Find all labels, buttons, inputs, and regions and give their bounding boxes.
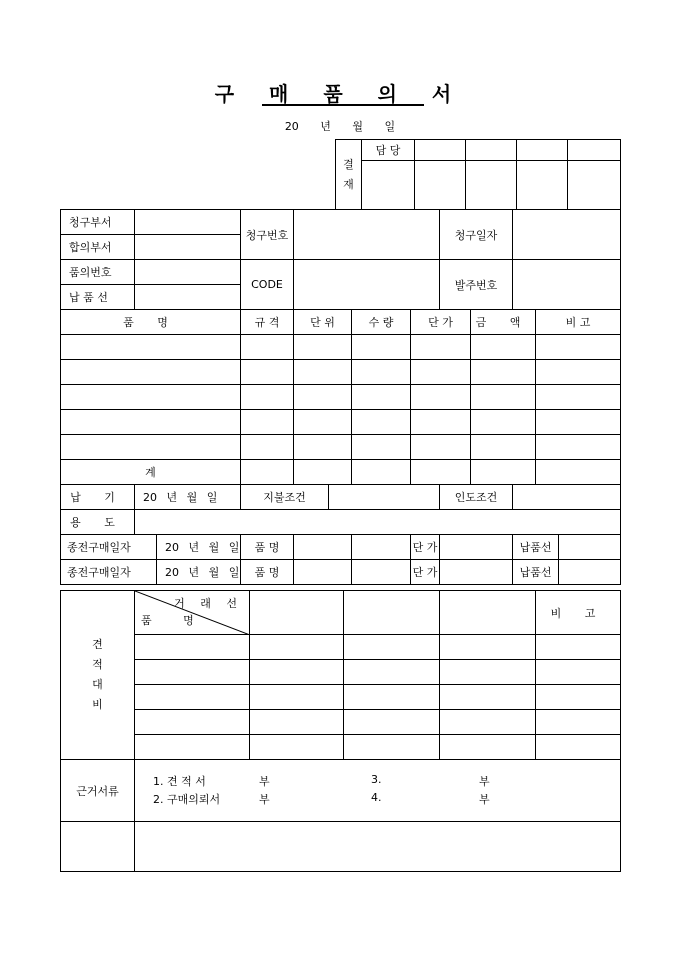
label-vendor: 거 래 선 — [174, 597, 243, 610]
quote-cell[interactable] — [135, 710, 250, 735]
item-cell[interactable] — [411, 410, 471, 435]
item-cell[interactable] — [411, 385, 471, 410]
item-cell[interactable] — [352, 410, 411, 435]
field-prev-date[interactable]: 20 년 월 일 — [157, 560, 241, 585]
item-cell[interactable] — [411, 360, 471, 385]
approval-sign-2[interactable] — [415, 161, 466, 210]
item-cell[interactable] — [61, 435, 241, 460]
item-cell[interactable] — [536, 385, 621, 410]
total-label: 계 — [61, 460, 241, 485]
doc-4-name: 4. — [371, 791, 382, 804]
field-prev-item-2[interactable] — [352, 560, 411, 585]
item-cell[interactable] — [241, 435, 294, 460]
field-prev-item[interactable] — [294, 535, 352, 560]
approval-label-top: 결 — [343, 157, 354, 171]
quote-cell[interactable] — [250, 635, 344, 660]
item-cell[interactable] — [294, 360, 352, 385]
doc-2-count: 부 — [259, 793, 270, 806]
quote-row — [61, 710, 621, 735]
doc-2-name: 2. 구매의뢰서 — [153, 793, 221, 806]
label-agree-dept: 합의부서 — [61, 235, 135, 260]
quote-cell[interactable] — [250, 735, 344, 760]
label-code: CODE — [241, 260, 294, 310]
doc-1-name: 1. 견 적 서 — [153, 775, 206, 788]
item-cell[interactable] — [352, 335, 411, 360]
total-cell[interactable] — [352, 460, 411, 485]
item-cell[interactable] — [471, 335, 536, 360]
field-request-date[interactable] — [513, 210, 621, 260]
field-prev-date[interactable]: 20 년 월 일 — [157, 535, 241, 560]
quote-cell[interactable] — [440, 710, 536, 735]
field-prev-price[interactable] — [440, 560, 513, 585]
col-remarks: 비 고 — [536, 310, 621, 335]
total-row — [61, 460, 621, 485]
col-item-name: 품 명 — [61, 310, 241, 335]
item-cell[interactable] — [294, 385, 352, 410]
item-cell[interactable] — [352, 385, 411, 410]
supporting-docs-list — [135, 760, 621, 822]
approval-table — [335, 139, 621, 210]
label-quote-compare: 견 적 대 비 — [61, 591, 135, 760]
item-cell[interactable] — [536, 335, 621, 360]
quote-cell[interactable] — [344, 685, 440, 710]
label-supplier: 납 품 선 — [61, 285, 135, 310]
quote-cell[interactable] — [135, 685, 250, 710]
bottom-label-cell — [61, 822, 135, 872]
label-prev-item: 품 명 — [241, 535, 294, 560]
quote-cell[interactable] — [135, 660, 250, 685]
label-request-dept: 청구부서 — [61, 210, 135, 235]
quote-row — [61, 685, 621, 710]
approval-label — [336, 140, 362, 210]
page-title: 구 매 품 의 서 — [214, 82, 466, 106]
label-transfer-terms: 인도조건 — [440, 485, 513, 510]
item-row — [61, 360, 621, 385]
label-supporting-docs: 근거서류 — [61, 760, 135, 822]
field-agree-dept[interactable] — [135, 235, 241, 260]
item-cell[interactable] — [471, 435, 536, 460]
item-row — [61, 435, 621, 460]
label-prev-supplier: 납품선 — [513, 560, 559, 585]
doc-1-count: 부 — [259, 775, 270, 788]
purchase-form-table — [60, 209, 621, 585]
col-quantity: 수 량 — [352, 310, 411, 335]
quote-cell[interactable] — [344, 635, 440, 660]
bottom-note-field[interactable] — [135, 822, 621, 872]
item-row — [61, 335, 621, 360]
approval-label-bottom: 재 — [343, 177, 354, 191]
previous-purchase-row — [61, 535, 621, 560]
label-request-no: 청구번호 — [241, 210, 294, 260]
field-prev-price[interactable] — [440, 535, 513, 560]
vendor-3[interactable] — [440, 591, 536, 635]
approval-sign-3[interactable] — [466, 161, 517, 210]
quote-cell[interactable] — [440, 635, 536, 660]
approval-sign-5[interactable] — [568, 161, 621, 210]
field-code[interactable] — [294, 260, 440, 310]
field-request-no[interactable] — [294, 210, 440, 260]
field-usage[interactable] — [135, 510, 621, 535]
document-date: 20 년 월 일 — [284, 120, 396, 133]
item-cell[interactable] — [241, 410, 294, 435]
item-cell[interactable] — [411, 435, 471, 460]
item-cell[interactable] — [241, 335, 294, 360]
label-order-no: 발주번호 — [440, 260, 513, 310]
item-cell[interactable] — [471, 410, 536, 435]
quote-cell[interactable] — [344, 710, 440, 735]
quote-comparison-table — [60, 590, 621, 872]
field-prev-supplier[interactable] — [559, 560, 621, 585]
label-delivery: 납 기 — [61, 485, 135, 510]
col-amount: 금 액 — [471, 310, 536, 335]
quote-cell[interactable] — [250, 710, 344, 735]
item-cell[interactable] — [241, 385, 294, 410]
col-spec: 규 격 — [241, 310, 294, 335]
item-cell[interactable] — [294, 410, 352, 435]
quote-cell[interactable] — [536, 685, 621, 710]
item-row — [61, 385, 621, 410]
label-prev-date: 종전구매일자 — [61, 560, 157, 585]
quote-cell[interactable] — [536, 660, 621, 685]
col-unit: 단 위 — [294, 310, 352, 335]
label-review-no: 품의번호 — [61, 260, 135, 285]
item-cell[interactable] — [536, 360, 621, 385]
quote-cell[interactable] — [440, 685, 536, 710]
quote-cell[interactable] — [250, 685, 344, 710]
item-cell[interactable] — [352, 435, 411, 460]
quote-cell[interactable] — [135, 635, 250, 660]
quote-cell[interactable] — [440, 660, 536, 685]
title-underline — [262, 104, 424, 106]
field-review-no[interactable] — [135, 260, 241, 285]
quote-cell[interactable] — [536, 710, 621, 735]
quote-row — [61, 735, 621, 760]
col-unit-price: 단 가 — [411, 310, 471, 335]
quote-cell[interactable] — [344, 660, 440, 685]
total-cell[interactable] — [411, 460, 471, 485]
quote-cell[interactable] — [135, 735, 250, 760]
field-prev-supplier[interactable] — [559, 535, 621, 560]
vendor-item-header — [135, 591, 250, 635]
label-prev-date: 종전구매일자 — [61, 535, 157, 560]
item-cell[interactable] — [536, 435, 621, 460]
item-cell[interactable] — [471, 385, 536, 410]
label-prev-supplier: 납품선 — [513, 535, 559, 560]
doc-4-count: 부 — [479, 793, 490, 806]
label-prev-price: 단 가 — [411, 560, 440, 585]
field-delivery-date[interactable]: 20 년 월 일 — [135, 485, 241, 510]
total-cell[interactable] — [294, 460, 352, 485]
label-quote-item: 품 명 — [141, 614, 208, 627]
approval-col-5 — [568, 140, 621, 161]
field-payment-terms[interactable] — [329, 485, 440, 510]
field-supplier[interactable] — [135, 285, 241, 310]
item-cell[interactable] — [294, 335, 352, 360]
item-cell[interactable] — [471, 360, 536, 385]
previous-purchase-row — [61, 560, 621, 585]
quote-row — [61, 635, 621, 660]
approval-sign-4[interactable] — [517, 161, 568, 210]
item-cell[interactable] — [61, 360, 241, 385]
total-amount[interactable] — [471, 460, 536, 485]
field-transfer-terms[interactable] — [513, 485, 621, 510]
field-prev-item[interactable] — [294, 560, 352, 585]
item-cell[interactable] — [61, 335, 241, 360]
approval-col-4 — [517, 140, 568, 161]
quote-row — [61, 660, 621, 685]
label-prev-item: 품 명 — [241, 560, 294, 585]
quote-cell[interactable] — [536, 635, 621, 660]
item-cell[interactable] — [61, 385, 241, 410]
label-quote-remarks: 비 고 — [536, 591, 621, 635]
approval-sign-1[interactable] — [362, 161, 415, 210]
quote-cell[interactable] — [440, 735, 536, 760]
label-usage: 용 도 — [61, 510, 135, 535]
quote-cell[interactable] — [250, 660, 344, 685]
approval-col-manager: 담 당 — [362, 140, 415, 161]
field-prev-item-2[interactable] — [352, 535, 411, 560]
item-cell[interactable] — [352, 360, 411, 385]
vendor-2[interactable] — [344, 591, 440, 635]
quote-cell[interactable] — [536, 735, 621, 760]
vendor-1[interactable] — [250, 591, 344, 635]
item-cell[interactable] — [411, 335, 471, 360]
doc-3-count: 부 — [479, 775, 490, 788]
approval-col-2 — [415, 140, 466, 161]
item-cell[interactable] — [294, 435, 352, 460]
item-cell[interactable] — [536, 410, 621, 435]
label-payment-terms: 지불조건 — [241, 485, 329, 510]
approval-col-3 — [466, 140, 517, 161]
total-cell[interactable] — [536, 460, 621, 485]
total-cell[interactable] — [241, 460, 294, 485]
field-order-no[interactable] — [513, 260, 621, 310]
quote-cell[interactable] — [344, 735, 440, 760]
label-request-date: 청구일자 — [440, 210, 513, 260]
field-request-dept[interactable] — [135, 210, 241, 235]
doc-3-name: 3. — [371, 773, 382, 786]
label-prev-price: 단 가 — [411, 535, 440, 560]
item-cell[interactable] — [241, 360, 294, 385]
item-cell[interactable] — [61, 410, 241, 435]
item-row — [61, 410, 621, 435]
